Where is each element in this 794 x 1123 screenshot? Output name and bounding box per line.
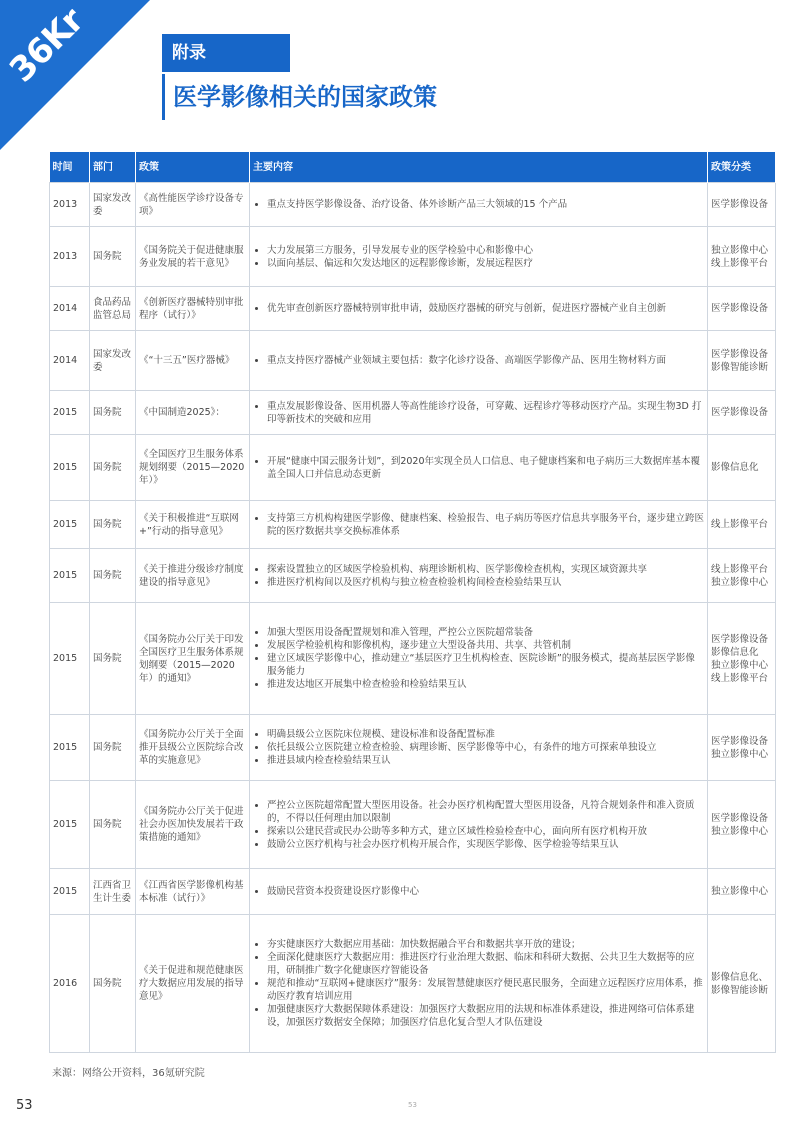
- content-item: • 优先审查创新医疗器械特别审批申请，鼓励医疗器械的研究与创新，促进医疗器械产业自主创新: [267, 302, 704, 315]
- cell-content: [250, 287, 708, 331]
- cell-policy: 《高性能医学诊疗设备专项》: [136, 183, 250, 227]
- table-row: [50, 287, 776, 331]
- cell-policy: 《国务院关于促进健康服务业发展的若干意见》: [136, 227, 250, 287]
- cell-dept: 食品药品监管总局: [90, 287, 136, 331]
- content-item: • 严控公立医院超常配置大型医用设备。社会办医疗机构配置大型医用设备，凡符合规划条件和准入资质的，不得以任何理由加以限制: [267, 799, 704, 825]
- cell-content: [250, 715, 708, 781]
- content-item: • 鼓励公立医疗机构与社会办医疗机构开展合作，实现医学影像、医学检验等结果互认: [267, 838, 704, 851]
- content-list: [253, 799, 704, 851]
- brand-logo: 36Kr: [2, 0, 92, 91]
- cell-year: 2015: [50, 501, 90, 549]
- table-row: [50, 435, 776, 501]
- cell-category: 医学影像设备 影像智能诊断: [708, 331, 776, 391]
- cell-content: [250, 781, 708, 869]
- cell-content: [250, 227, 708, 287]
- content-list: [253, 400, 704, 426]
- content-list: [253, 302, 704, 315]
- page-number: 53: [16, 1098, 33, 1113]
- cell-policy: 《国务院办公厅关于印发全国医疗卫生服务体系规划纲要（2015—2020年）的通知》: [136, 603, 250, 715]
- table-row: [50, 781, 776, 869]
- content-list: [253, 626, 704, 691]
- table-row: [50, 869, 776, 915]
- content-list: [253, 885, 704, 898]
- content-item: • 规范和推动“互联网+健康医疗”服务：发展智慧健康医疗便民惠民服务，全面建立远程医疗应用体系，推动医疗教育培训应用: [267, 977, 704, 1003]
- cell-content: [250, 549, 708, 603]
- cell-dept: 国务院: [90, 715, 136, 781]
- cell-dept: 国务院: [90, 391, 136, 435]
- table-row: [50, 549, 776, 603]
- cell-policy: 《关于积极推进“互联网+”行动的指导意见》: [136, 501, 250, 549]
- page-title: 医学影像相关的国家政策: [162, 74, 522, 120]
- cell-category: 医学影像设备: [708, 391, 776, 435]
- content-item: • 加强健康医疗大数据保障体系建设：加强医疗大数据应用的法规和标准体系建设，推进网络可信体系建设，加强医疗数据安全保障；加强医疗信息化复合型人才队伍建设: [267, 1003, 704, 1029]
- table-header-row: [50, 152, 776, 183]
- table-row: [50, 715, 776, 781]
- content-item: • 全面深化健康医疗大数据应用：推进医疗行业治理大数据、临床和科研大数据、公共卫生大数据等的应用，研制推广数字化健康医疗智能设备: [267, 951, 704, 977]
- cell-dept: 国务院: [90, 435, 136, 501]
- source-note: 来源：网络公开资料，36氪研究院: [52, 1068, 205, 1079]
- cell-category: 医学影像设备: [708, 183, 776, 227]
- content-item: • 推进医疗机构间以及医疗机构与独立检查检验机构间检查检验结果互认: [267, 576, 704, 589]
- cell-policy: 《中国制造2025》：: [136, 391, 250, 435]
- content-item: • 以面向基层、偏远和欠发达地区的远程影像诊断，发展远程医疗: [267, 257, 704, 270]
- header-category: 政策分类: [708, 152, 776, 183]
- cell-dept: 国家发改委: [90, 331, 136, 391]
- cell-category: 线上影像平台 独立影像中心: [708, 549, 776, 603]
- cell-year: 2013: [50, 183, 90, 227]
- cell-content: [250, 869, 708, 915]
- cell-content: [250, 435, 708, 501]
- cell-dept: 国务院: [90, 915, 136, 1053]
- cell-content: [250, 183, 708, 227]
- cell-content: [250, 331, 708, 391]
- cell-category: 医学影像设备: [708, 287, 776, 331]
- cell-category: 线上影像平台: [708, 501, 776, 549]
- content-item: • 探索以公建民营或民办公助等多种方式，建立区域性检验检查中心，面向所有医疗机构开放: [267, 825, 704, 838]
- content-item: • 明确县级公立医院床位规模、建设标准和设备配置标准: [267, 728, 704, 741]
- content-item: • 加强大型医用设备配置规划和准入管理，严控公立医院超常装备: [267, 626, 704, 639]
- cell-dept: 国务院: [90, 227, 136, 287]
- header-content: 主要内容: [250, 152, 708, 183]
- policy-table: [49, 152, 776, 1053]
- cell-category: 影像信息化: [708, 435, 776, 501]
- cell-year: 2016: [50, 915, 90, 1053]
- cell-content: [250, 501, 708, 549]
- cell-year: 2015: [50, 603, 90, 715]
- table-row: [50, 501, 776, 549]
- content-item: • 支持第三方机构构建医学影像、健康档案、检验报告、电子病历等医疗信息共享服务平台，逐步建立跨医院的医疗数据共享交换标准体系: [267, 512, 704, 538]
- cell-category: 医学影像设备 独立影像中心: [708, 781, 776, 869]
- cell-year: 2015: [50, 549, 90, 603]
- content-item: • 发展医学检验机构和影像机构，逐步建立大型设备共用、共享、共管机制: [267, 639, 704, 652]
- cell-year: 2015: [50, 781, 90, 869]
- cell-category: 医学影像设备 独立影像中心: [708, 715, 776, 781]
- section-tag: 附录: [162, 34, 290, 72]
- cell-year: 2013: [50, 227, 90, 287]
- content-item: • 重点发展影像设备、医用机器人等高性能诊疗设备，可穿戴、远程诊疗等移动医疗产品。实现生物3D 打印等新技术的突破和应用: [267, 400, 704, 426]
- cell-dept: 国务院: [90, 603, 136, 715]
- cell-policy: 《江西省医学影像机构基本标准（试行）》: [136, 869, 250, 915]
- cell-category: 医学影像设备 影像信息化 独立影像中心 线上影像平台: [708, 603, 776, 715]
- cell-year: 2015: [50, 391, 90, 435]
- table-row: [50, 391, 776, 435]
- content-item: • 大力发展第三方服务，引导发展专业的医学检验中心和影像中心: [267, 244, 704, 257]
- cell-policy: 《国务院办公厅关于全面推开县级公立医院综合改革的实施意见》: [136, 715, 250, 781]
- cell-dept: 江西省卫生计生委: [90, 869, 136, 915]
- cell-year: 2015: [50, 715, 90, 781]
- cell-content: [250, 391, 708, 435]
- content-item: • 夯实健康医疗大数据应用基础：加快数据融合平台和数据共享开放的建设；: [267, 938, 704, 951]
- table-body: [50, 183, 776, 1053]
- header-dept: 部门: [90, 152, 136, 183]
- cell-dept: 国务院: [90, 549, 136, 603]
- table-row: [50, 331, 776, 391]
- content-list: [253, 354, 704, 367]
- content-item: • 探索设置独立的区域医学检验机构、病理诊断机构、医学影像检查机构，实现区域资源共享: [267, 563, 704, 576]
- cell-policy: 《全国医疗卫生服务体系规划纲要（2015—2020年）》: [136, 435, 250, 501]
- cell-year: 2015: [50, 869, 90, 915]
- cell-policy: 《关于推进分级诊疗制度建设的指导意见》: [136, 549, 250, 603]
- cell-year: 2015: [50, 435, 90, 501]
- content-item: • 重点支持医学影像设备、治疗设备、体外诊断产品三大领域的15 个产品: [267, 198, 704, 211]
- content-item: • 推进发达地区开展集中检查检验和检验结果互认: [267, 678, 704, 691]
- table-row: [50, 183, 776, 227]
- content-list: [253, 198, 704, 211]
- table-row: [50, 227, 776, 287]
- content-item: • 建立区域医学影像中心，推动建立“基层医疗卫生机构检查、医院诊断”的服务模式，提高基层医学影像服务能力: [267, 652, 704, 678]
- cell-dept: 国务院: [90, 781, 136, 869]
- content-item: • 依托县级公立医院建立检查检验、病理诊断、医学影像等中心，有条件的地方可探索单独设立: [267, 741, 704, 754]
- cell-policy: 《“十三五”医疗器械》: [136, 331, 250, 391]
- content-item: • 鼓励民营资本投资建设医疗影像中心: [267, 885, 704, 898]
- content-item: • 推进县域内检查检验结果互认: [267, 754, 704, 767]
- content-item: • 开展“健康中国云服务计划”，到2020年实现全员人口信息、电子健康档案和电子病历三大数据库基本覆盖全国人口并信息动态更新: [267, 455, 704, 481]
- content-list: [253, 455, 704, 481]
- cell-dept: 国家发改委: [90, 183, 136, 227]
- cell-policy: 《关于促进和规范健康医疗大数据应用发展的指导意见》: [136, 915, 250, 1053]
- table-row: [50, 915, 776, 1053]
- cell-category: 独立影像中心: [708, 869, 776, 915]
- content-item: • 重点支持医疗器械产业领域主要包括：数字化诊疗设备、高端医学影像产品、医用生物材料方面: [267, 354, 704, 367]
- header-year: 时间: [50, 152, 90, 183]
- cell-category: 独立影像中心 线上影像平台: [708, 227, 776, 287]
- header-policy: 政策: [136, 152, 250, 183]
- cell-content: [250, 603, 708, 715]
- page-number-small: 53: [408, 1101, 417, 1109]
- content-list: [253, 563, 704, 589]
- content-list: [253, 512, 704, 538]
- brand-corner: [0, 0, 150, 150]
- content-list: [253, 244, 704, 270]
- table-row: [50, 603, 776, 715]
- content-list: [253, 728, 704, 767]
- cell-category: 影像信息化、影像智能诊断: [708, 915, 776, 1053]
- cell-year: 2014: [50, 287, 90, 331]
- cell-dept: 国务院: [90, 501, 136, 549]
- cell-policy: 《国务院办公厅关于促进社会办医加快发展若干政策措施的通知》: [136, 781, 250, 869]
- cell-content: [250, 915, 708, 1053]
- cell-year: 2014: [50, 331, 90, 391]
- cell-policy: 《创新医疗器械特别审批程序（试行）》: [136, 287, 250, 331]
- content-list: [253, 938, 704, 1029]
